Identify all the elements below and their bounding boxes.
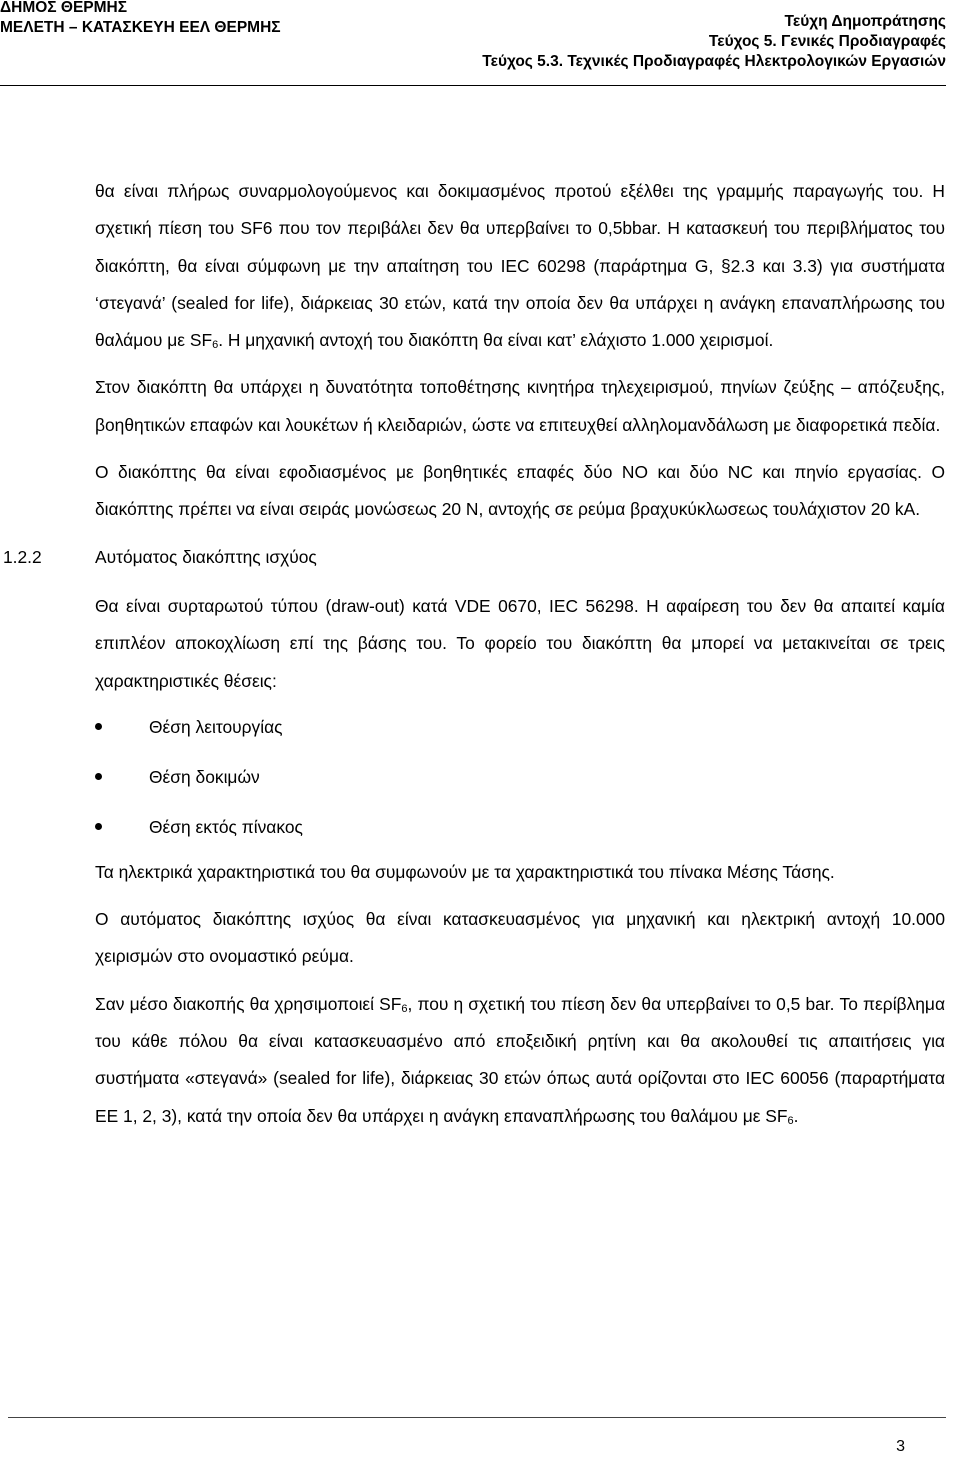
project-title: ΜΕΛΕΤΗ – ΚΑΤΑΣΚΕΥΗ ΕΕΛ ΘΕΡΜΗΣ [0, 19, 281, 36]
paragraph: Θα είναι συρταρωτού τύπου (draw-out) κατά VDE 0670, IEC 56298. Η αφαίρεση του δεν θα απαιτεί καμία επιπλέον αποκοχλίωση επί της βάσης του. Το φορείο του διακόπτη θα μπορεί να μετακινείται σε τρεις χαρακτηριστικές θέσεις: [95, 595, 945, 691]
list-item: Θέση δοκιμών [95, 752, 945, 802]
municipality-title: ΔΗΜΟΣ ΘΕΡΜΗΣ [0, 0, 128, 16]
volume-title: Τεύχος 5. Γενικές Προδιαγραφές [708, 33, 946, 50]
list-item: Θέση λειτουργίας [95, 702, 945, 752]
paragraph: Ο διακόπτης θα είναι εφοδιασμένος με βοηθητικές επαφές δύο NO και δύο NC και πηνίο εργασίας. Ο διακόπτης πρέπει να είναι σειράς μονώσεως 20 Ν, αντοχής σε ρεύμα βραχυκύκλωσεως τουλάχιστον 20 kA. [95, 462, 945, 520]
header-divider [0, 85, 946, 86]
bullet-icon [95, 773, 102, 780]
document-set-title: Τεύχη Δημοπράτησης [784, 13, 946, 30]
footer-divider [8, 1417, 946, 1418]
paragraph: Στον διακόπτη θα υπάρχει η δυνατότητα τοποθέτησης κινητήρα τηλεχειρισμού, πηνίων ζεύξης – απόζευξης, βοηθητικών επαφών και λουκέτων ή κλειδαριών, ώστε να επιτευχθεί αλληλομανδάλωση με διαφορετικά πεδία. [95, 377, 945, 435]
section-title: Τεύχος 5.3. Τεχνικές Προδιαγραφές Ηλεκτρολογικών Εργασιών [482, 53, 946, 70]
section-heading-title: Αυτόματος διακόπτης ισχύος [95, 546, 317, 567]
page-number: 3 [896, 1438, 905, 1455]
paragraph: Σαν μέσο διακοπής θα χρησιμοποιεί $SF_6$, που η σχετική του πίεση δεν θα υπερβαίνει το 0,5 bar. Το περίβλημα του κάθε πόλου θα είναι κατασκευασμένο από εποξειδική ρητίνη και θα ακολουθεί τις απαιτήσεις για συστήματα «στεγανά» (sealed for life), διάρκειας 30 ετών όπως αυτά ορίζονται στο IEC 60056 (παραρτήματα ΕΕ 1, 2, 3), κατά την οποία δεν θα υπάρχει η ανάγκη επαναπλήρωσης του θαλάμου με $SF_6$. [95, 993, 946, 1127]
list-item: Θέση εκτός πίνακος [95, 802, 945, 852]
header-left [0, 0, 281, 38]
bullet-icon [95, 823, 102, 830]
paragraph: Τα ηλεκτρικά χαρακτηριστικά του θα συμφωνούν με τα χαρακτηριστικά του πίνακα Μέσης Τάσης. [95, 861, 835, 882]
document-body [3, 173, 946, 1135]
paragraph: θα είναι πλήρως συναρμολογούμενος και δοκιμασμένος προτού εξέλθει της γραμμής παραγωγής του. Η σχετική πίεση του SF6 που τον περιβάλει δεν θα υπερβαίνει το 0,5bbar. Η κατασκευή του περιβλήματος του διακόπτη, θα είναι σύμφωνη με την απαίτηση του IEC 60298 (παράρτημα G, §2.3 και 3.3) για συστήματα ‘στεγανά’ (sealed for life), διάρκειας 30 ετών, κατά την οποία δεν θα υπάρχει η ανάγκη επαναπλήρωσης του θαλάμου με $SF_6$. Η μηχανική αντοχή του διακόπτη θα είναι κατ’ ελάχιστο 1.000 χειρισμοί. [95, 181, 945, 352]
header-right [482, 12, 946, 72]
section-heading [3, 539, 945, 576]
bullet-icon [95, 723, 102, 730]
section-number: 1.2.2 [3, 546, 42, 567]
paragraph: Ο αυτόματος διακόπτης ισχύος θα είναι κατασκευασμένος για μηχανική και ηλεκτρική αντοχή 10.000 χειρισμών στο ονομαστικό ρεύμα. [95, 909, 945, 967]
